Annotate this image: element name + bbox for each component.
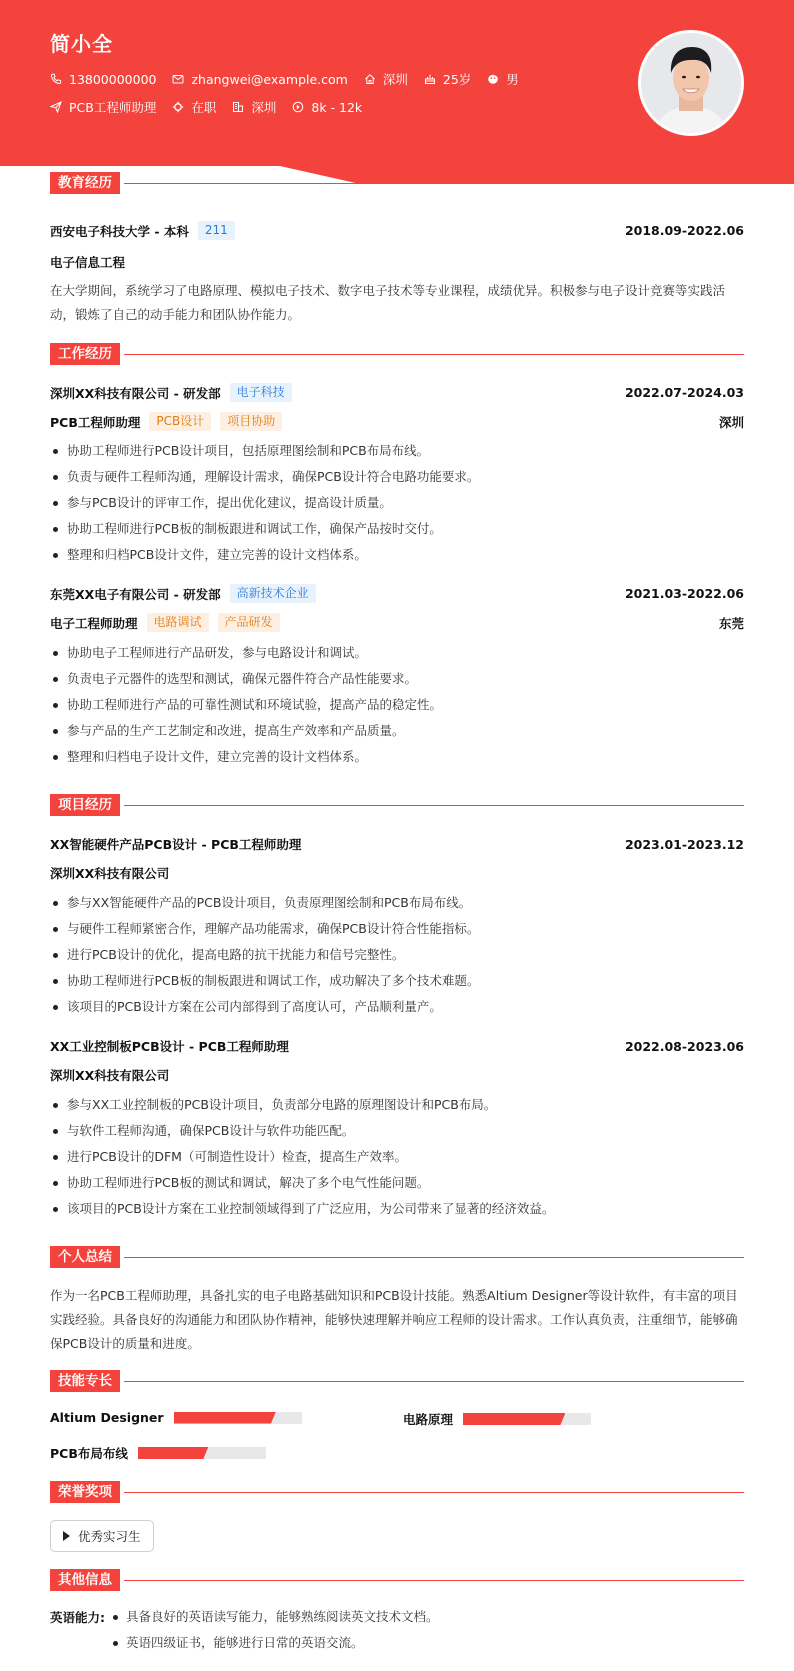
summary-text: 作为一名PCB工程师助理，具备扎实的电子电路基础知识和PCB设计技能。熟悉Altium Designer等设计软件，有丰富的项目实践经验。具备良好的沟通能力和团队协作精神，能够快速理解并响应工程师的设计需求。工作认真负责，注重细节，能够确保PCB设计的质量和进度。 <box>50 1288 738 1351</box>
avatar <box>638 30 744 136</box>
section-work-title: 工作经历 <box>50 343 120 365</box>
section-divider <box>124 805 744 806</box>
section-projects-title: 项目经历 <box>50 794 120 816</box>
skill-name: Altium Designer <box>50 1410 164 1425</box>
section-skills-title: 技能专长 <box>50 1370 120 1392</box>
job-target-item <box>50 98 156 116</box>
section-divider <box>124 1580 744 1581</box>
phone-text: 13800000000 <box>69 71 157 87</box>
list-item: 参与产品的生产工艺制定和改进，提高生产效率和产品质量。 <box>50 718 744 744</box>
school-badge: 211 <box>198 221 235 240</box>
section-divider <box>124 1492 744 1493</box>
phone-icon <box>50 73 62 85</box>
list-item: 具备良好的英语读写能力，能够熟练阅读英文技术文档。 <box>108 1604 439 1630</box>
company-badge: 电子科技 <box>230 383 292 402</box>
work-duties <box>50 640 744 770</box>
list-item: 负责与硬件工程师沟通，理解设计需求，确保PCB设计符合电路功能要求。 <box>50 464 744 490</box>
list-item: 协助工程师进行PCB板的测试和调试，解决了多个电气性能问题。 <box>50 1170 744 1196</box>
list-item: 参与XX工业控制板的PCB设计项目，负责部分电路的原理图设计和PCB布局。 <box>50 1092 744 1118</box>
project-period: 2023.01-2023.12 <box>624 836 744 852</box>
work-duties <box>50 438 744 568</box>
target-city-item <box>232 98 276 116</box>
work-period: 2022.07-2024.03 <box>624 385 744 400</box>
city-item <box>364 70 408 88</box>
contact-row <box>50 70 535 88</box>
project-details <box>50 1092 744 1222</box>
status-item <box>172 98 216 116</box>
section-summary-title: 个人总结 <box>50 1246 120 1268</box>
role-tag: PCB设计 <box>149 412 211 431</box>
list-item: 该项目的PCB设计方案在工业控制领域得到了广泛应用，为公司带来了显著的经济效益。 <box>50 1196 744 1222</box>
project-company: 深圳XX科技有限公司 <box>50 1068 170 1083</box>
work-period: 2021.03-2022.06 <box>624 586 744 601</box>
play-icon <box>63 1531 70 1541</box>
section-projects <box>50 794 744 816</box>
list-item: 协助工程师进行PCB设计项目，包括原理图绘制和PCB布局布线。 <box>50 438 744 464</box>
skill-item <box>50 1444 266 1462</box>
job-role: PCB工程师助理 <box>50 414 141 430</box>
list-item: 负责电子元器件的选型和测试，确保元器件符合产品性能要求。 <box>50 666 744 692</box>
education-header <box>50 221 744 240</box>
project-title: XX工业控制板PCB设计 - PCB工程师助理 <box>50 1039 289 1054</box>
list-item: 整理和归档PCB设计文件，建立完善的设计文档体系。 <box>50 542 744 568</box>
section-divider <box>124 1381 744 1382</box>
work-role-row <box>50 412 744 431</box>
award-chip[interactable] <box>50 1520 154 1552</box>
mail-icon <box>172 73 184 85</box>
skill-level-fill <box>174 1412 276 1424</box>
gender-icon <box>487 73 499 85</box>
english-details <box>108 1604 439 1656</box>
role-tag: 电路调试 <box>147 613 209 632</box>
skill-level-bar <box>463 1413 591 1425</box>
work-location: 深圳 <box>718 414 744 430</box>
email-item <box>172 72 347 87</box>
skill-level-fill <box>463 1413 565 1425</box>
work-header <box>50 383 744 402</box>
skill-name: PCB布局布线 <box>50 1446 128 1461</box>
skill-name: 电路原理 <box>403 1412 454 1427</box>
list-item: 进行PCB设计的优化，提高电路的抗干扰能力和信号完整性。 <box>50 942 744 968</box>
section-divider <box>124 354 744 355</box>
section-other-title: 其他信息 <box>50 1569 120 1591</box>
skill-level-bar <box>174 1412 302 1424</box>
list-item: 整理和归档电子设计文件，建立完善的设计文档体系。 <box>50 744 744 770</box>
section-work <box>50 343 744 365</box>
section-divider <box>124 183 744 184</box>
role-tag: 产品研发 <box>218 613 280 632</box>
job-role: 电子工程师助理 <box>50 615 138 631</box>
section-education-title: 教育经历 <box>50 172 120 194</box>
age-text: 25岁 <box>442 72 472 87</box>
project-title: XX智能硬件产品PCB设计 - PCB工程师助理 <box>50 837 302 852</box>
section-awards <box>50 1481 744 1503</box>
project-period: 2022.08-2023.06 <box>624 1038 744 1054</box>
list-item: 该项目的PCB设计方案在公司内部得到了高度认可，产品顺利量产。 <box>50 994 744 1020</box>
building-icon <box>232 101 244 113</box>
project-header <box>50 1037 744 1055</box>
section-summary <box>50 1246 744 1268</box>
award-label: 优秀实习生 <box>78 1529 141 1544</box>
phone-item <box>50 72 156 87</box>
list-item: 参与PCB设计的评审工作，提出优化建议，提高设计质量。 <box>50 490 744 516</box>
project-company: 深圳XX科技有限公司 <box>50 866 170 881</box>
resume-header <box>0 0 794 184</box>
list-item: 与软件工程师沟通，确保PCB设计与软件功能匹配。 <box>50 1118 744 1144</box>
role-tag: 项目协助 <box>220 412 282 431</box>
company-badge: 高新技术企业 <box>230 584 316 603</box>
education-major: 电子信息工程 <box>50 255 126 270</box>
status-icon <box>172 101 184 113</box>
project-header <box>50 835 744 853</box>
list-item: 与硬件工程师紧密合作，理解产品功能需求，确保PCB设计符合性能指标。 <box>50 916 744 942</box>
cake-icon <box>424 73 436 85</box>
work-header <box>50 584 744 603</box>
education-description: 在大学期间，系统学习了电路原理、模拟电子技术、数字电子技术等专业课程，成绩优异。积极参与电子设计竞赛等实践活动，锻炼了自己的动手能力和团队协作能力。 <box>50 283 726 322</box>
salary-text: 8k - 12k <box>311 99 363 115</box>
section-awards-title: 荣誉奖项 <box>50 1481 120 1503</box>
list-item: 协助工程师进行PCB板的制板跟进和调试工作，确保产品按时交付。 <box>50 516 744 542</box>
home-icon <box>364 73 376 85</box>
email-text: zhangwei@example.com <box>191 71 348 87</box>
section-divider <box>124 1257 744 1258</box>
work-role-row <box>50 613 744 632</box>
work-location: 东莞 <box>718 615 744 631</box>
list-item: 协助工程师进行PCB板的制板跟进和调试工作，成功解决了多个技术难题。 <box>50 968 744 994</box>
section-skills <box>50 1370 744 1392</box>
skill-level-fill <box>138 1447 208 1459</box>
age-item <box>424 70 471 88</box>
target-city-text: 深圳 <box>251 100 277 115</box>
section-other <box>50 1569 744 1591</box>
candidate-name: 简小全 <box>50 32 113 56</box>
project-details <box>50 890 744 1020</box>
company-name: 深圳XX科技有限公司 - 研发部 <box>50 385 221 401</box>
salary-icon <box>292 101 304 113</box>
section-education <box>50 172 744 194</box>
list-item: 进行PCB设计的DFM（可制造性设计）检查，提高生产效率。 <box>50 1144 744 1170</box>
list-item: 协助电子工程师进行产品研发，参与电路设计和调试。 <box>50 640 744 666</box>
gender-text: 男 <box>506 72 519 87</box>
salary-item <box>292 100 362 115</box>
skill-item <box>403 1410 591 1428</box>
english-label: 英语能力: <box>50 1610 105 1625</box>
gender-item <box>487 70 519 88</box>
list-item: 协助工程师进行产品的可靠性测试和环境试验，提高产品的稳定性。 <box>50 692 744 718</box>
company-name: 东莞XX电子有限公司 - 研发部 <box>50 586 221 602</box>
job-target-text: PCB工程师助理 <box>69 100 157 115</box>
city-text: 深圳 <box>382 72 408 87</box>
skill-level-bar <box>138 1447 266 1459</box>
list-item: 参与XX智能硬件产品的PCB设计项目，负责原理图绘制和PCB布局布线。 <box>50 890 744 916</box>
avatar-photo <box>641 33 741 133</box>
job-intent-row <box>50 98 378 116</box>
list-item: 英语四级证书，能够进行日常的英语交流。 <box>108 1630 439 1656</box>
education-period: 2018.09-2022.06 <box>624 223 744 238</box>
skill-item <box>50 1410 302 1425</box>
school-name: 西安电子科技大学 - 本科 <box>50 223 189 239</box>
send-icon <box>50 101 62 113</box>
status-text: 在职 <box>191 100 217 115</box>
